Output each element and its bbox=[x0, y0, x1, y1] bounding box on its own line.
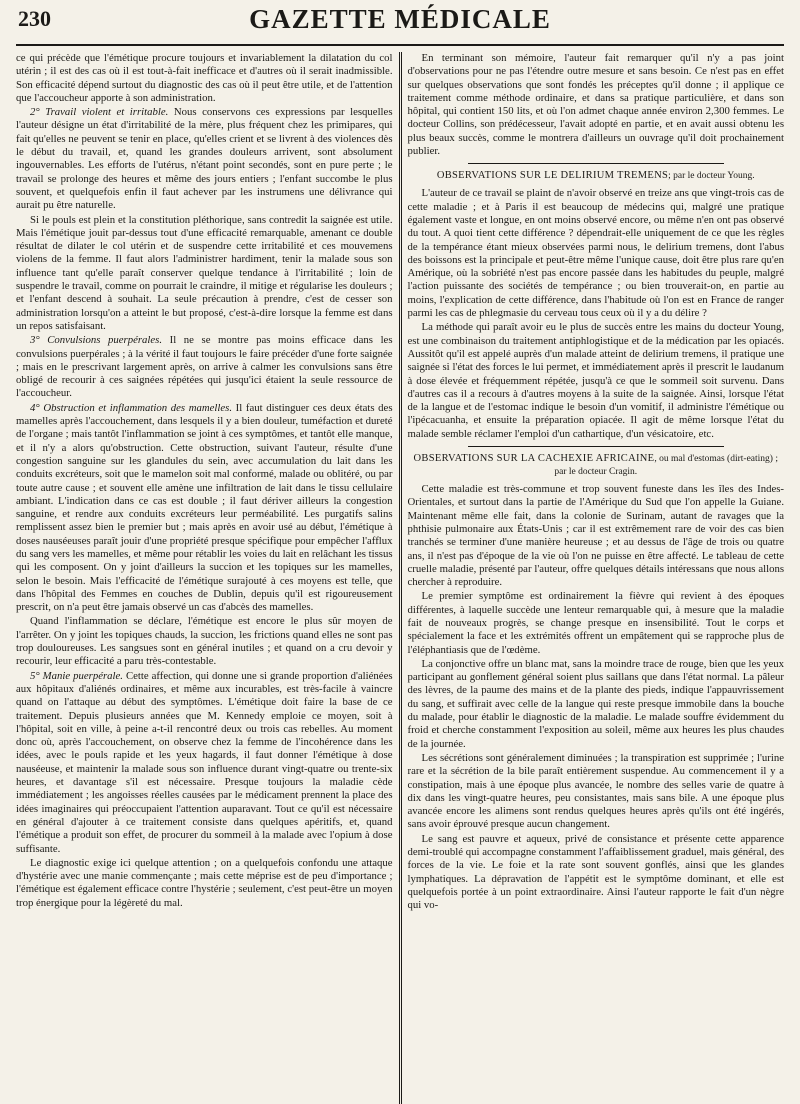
paragraph: Le diagnostic exige ici quelque attention ; on a quelquefois confondu une attaque d'hystérie avec une manie commençante ; mais cette méprise est de peu d'importance ; l'émétique est également efficace contre l'hystérie ; seulement, c'est peut-être un moyen trop énergique pour la légèreté du mal. bbox=[16, 856, 393, 909]
subheading: 2° Travail violent et irritable. bbox=[30, 106, 169, 119]
paragraph-text: Nous conservons ces expressions par lesquelles l'auteur désigne un état d'irritabilité de la mère, plus fréquent chez les primipares, qui fait qu'elles ne peuvent se tenir en place, qu'elles crient et se livrent à des violences dès le début du travail, et, quand les grandes douleurs arrivent, sont absolument ingouvernables. Les efforts de l'utérus, n'étant point secondés, sont en pure perte ; le travail se prolonge des heures et même des jours entiers ; l'enfant succombe le plus souvent, et quelquefois enfin il faut achever par les instrumens une délivrance qui aurait pu être naturelle. bbox=[16, 106, 393, 212]
paragraph: ce qui précède que l'émétique procure toujours et invariablement la dilatation du col utérin ; il est des cas où il est tout-à-fait inefficace et d'autres où il serait inadmissible. Son efficacité dépend surtout du diagnostic des cas où il peut être utile, et de l'attention que l'accoucheur apporte à son administration. bbox=[16, 52, 393, 104]
section-author: ; par le docteur Young. bbox=[668, 171, 755, 182]
subheading: 5° Manie puerpérale. bbox=[30, 669, 123, 682]
section-rule bbox=[468, 163, 725, 164]
paragraph bbox=[16, 670, 393, 856]
paragraph: La méthode qui paraît avoir eu le plus de succès entre les mains du docteur Young, est une combinaison du traitement antiphlogistique et de la médication par les opiacés. Aussitôt qu'il est appelé auprès d'un malade atteint de delirium tremens, il pratique une saignée si l'état des forces le lui permet, et immédiatement après il prescrit le laudanum à dose élevée et fréquemment répétée, jusqu'à ce que le sommeil soit survenu. Dans d'autres cas il a recours à d'autres moyens à la suite de la saignée. Ainsi, lorsque l'état de la langue et de l'estomac indique le besoin d'un vomitif, il administre l'émétique ou l'ipécacuanha, et ensuite la préparation opiacée. Il agit de même lorsque l'état du malade semble réclamer l'emploi d'un cathartique, d'un vésicatoire, etc. bbox=[407, 321, 785, 440]
paragraph: Cette maladie est très-commune et trop souvent funeste dans les îles des Indes-Orientales, et surtout dans la partie de l'Amérique du Sud que l'on appelle la Guiane. Maintenant même elle fait, dans la colonie de Surinam, autant de ravages que la phthisie pulmonaire aux États-Unis ; car il est extrêmement rare de voir des cas bien tranchés se terminer d'une manière heureuse ; et au dessus de l'âge de trois ou quatre ans, il n'est pas d'époque de la vie où l'on ne puisse en être affecté. Le tableau de cette cruelle maladie, présenté par l'auteur, offre quelques détails intéressans que nous allons chercher à reproduire. bbox=[407, 483, 785, 589]
paragraph: L'auteur de ce travail se plaint de n'avoir observé en treize ans que vingt-trois cas de cette maladie ; et à Paris il est beaucoup de médecins qui, malgré une pratique également vaste et longue, en ont moins observé encore, ou même n'en ont pas observé du tout. A quoi tient cette différence ? dépendrait-elle uniquement de ce que les règles de la tempérance étant mieux observées parmi nous, le delirium tremens, dont l'abus des boissons est la principale et peut-être même l'unique cause, doit être plus rare qu'en Amérique, où la sobriété n'est pas encore passée dans les habitudes du peuple, malgré l'action puissante des sociétés de tempérance ; ou bien trouverait-on, en partie au moins, l'explication de cette différence, dans l'habitude où l'on est en France de ranger parmi les cas de phlegmasie du cerveau tous ceux où il y a du délire ? bbox=[407, 187, 785, 320]
masthead bbox=[16, 0, 784, 46]
journal-title: GAZETTE MÉDICALE bbox=[249, 4, 551, 34]
subheading: 4° Obstruction et inflammation des mamelles. bbox=[30, 401, 233, 414]
page-number: 230 bbox=[18, 6, 51, 31]
section-title: OBSERVATIONS SUR LA CACHEXIE AFRICAINE bbox=[413, 453, 655, 465]
section-heading bbox=[408, 169, 785, 183]
paragraph-text: Cette affection, qui donne une si grande proportion d'aliénées aux hôpitaux d'aliénés ordinaires, et même aux incurables, est très-facile à vaincre quand on l'attaque au début des symptômes. L'émétique doit faire la base de ce traitement. Depuis plusieurs années que M. Kennedy emploie ce moyen, soit à l'hôpital, soit en ville, à peine a-t-il rencontré deux ou trois cas rebelles. Au moment donc où, après l'accouchement, on observe chez la femme de l'incohérence dans les idées, avec le pouls rapide et les yeux hagards, il faut donner l'émétique à dose nauséeuse, et maintenir la malade sous son influence durant vingt-quatre ou trente-six heures, et davantage s'il est nécessaire. Presque toujours la maladie cède immédiatement ; les angoisses réelles causées par le médicament prennent la place des idées imaginaires qui préoccupaient l'attention auparavant. Tout ce qu'il est nécessaire en général d'ajouter à ce traitement consiste dans quelques apéritifs, et, quand l'émétique a produit son effet, de procurer du sommeil à la malade avec l'opium à dose suffisante. bbox=[16, 669, 393, 855]
paragraph: Les sécrétions sont généralement diminuées ; la transpiration est supprimée ; l'urine rare et la sécrétion de la bile paraît entièrement suspendue. Au commencement il y a constipation, mais à une époque plus avancée, le nombre des selles varie de quatre à dix dans les vingt-quatre heures, peu consistantes, mais sans bile. A une époque plus avancée encore les alimens sont rendus quelques heures après qu'ils ont été ingérés, sans avoir éprouvé presque aucun changement. bbox=[407, 751, 785, 831]
paragraph-text: Il faut distinguer ces deux états des mamelles après l'accouchement, dans lesquels il y a bien douleur, tuméfaction et dureté de l'organe ; mais tantôt l'inflammation se joint à ces symptômes, et tantôt elle manque, et il n'y a alors qu'obstruction. Cette obstruction, suivant l'auteur, résulte d'une congestion sanguine sur les glandules du sein, avec accumulation du lait dans les conduits excréteurs, soit que le mamelon soit mal conformé, malade ou oblitéré, ou par toute autre cause ; et souvent elle amène une infiltration de lait dans le tissu cellulaire ambiant. L'indication dans ce cas est double ; il faut dériver ailleurs la congestion sanguine, et rendre aux conduits excréteurs leur perméabilité. Les purgatifs salins remplissent assez bien le premier but ; mais après en avoir usé au début, l'émétique à doses nauséeuses paraît jouir d'une propriété presque spécifique pour empêcher l'afflux du sang vers les mamelles, et même pour rétablir les voies du lait en relâchant les tissus qui les composent. On y joint d'ailleurs la succion et les topiques sur les mamelles, selon le besoin. Mais l'efficacité de l'émétique surajouté à ces moyens est telle, que dans l'hôpital des Femmes en couches de Dublin, depuis qu'il est rigoureusement prescrit, on n'a peut être jamais observé un cas d'abcès des mamelles. bbox=[16, 401, 393, 614]
left-column bbox=[16, 52, 399, 1104]
section-author: , ou mal d'estomas (dirt-eating) ; par le docteur Cragin. bbox=[554, 454, 778, 478]
paragraph: Si le pouls est plein et la constitution pléthorique, sans contredit la saignée est utile. Mais l'émétique jouit par-dessus tout d'une efficacité remarquable, amenant ce double résultat de dilater le col utérin et de suspendre cette irritabilité et ces mouvemens violens de la femme. Il faut alors l'administrer hardiment, tenir la malade sous son influence tant qu'elle paraît conserver quelque tendance à l'irritabilité ; loin de suspendre le travail, comme on pourrait le craindre, il mitige et régularise les douleurs ; et l'enfant descend à souhait. La seule précaution à prendre, c'est de cesser son administration lorsqu'on a atteint le but proposé, c'est-à-dire lorsque la femme est dans un repos satisfaisant. bbox=[16, 213, 393, 332]
paragraph bbox=[16, 402, 393, 615]
paragraph: Le sang est pauvre et aqueux, privé de consistance et présente cette apparence demi-troublé qui accompagne constamment l'affaiblissement graduel, mais général, des forces de la vie. Le foie et la rate sont souvent gonflés, ainsi que les glandes lymphatiques. La dépravation de l'appétit est le symptôme dominant, et elle est quelquefois portée à un point extraordinaire. Ainsi l'auteur rapporte le fait d'un nègre qui vo- bbox=[407, 832, 785, 912]
subheading: 3° Convulsions puerpérales. bbox=[30, 334, 163, 347]
paragraph: Quand l'inflammation se déclare, l'émétique est encore le plus sûr moyen de l'arrêter. On y joint les topiques chauds, la succion, les frictions quand elles ne sont pas trop douloureuses. Les sangsues sont en général inutiles ; et quand on a cru devoir y recourir, leur efficacité a paru très-contestable. bbox=[16, 615, 393, 668]
text-columns bbox=[16, 52, 784, 1104]
section-heading bbox=[408, 452, 785, 479]
right-column bbox=[402, 52, 785, 1104]
section-rule bbox=[468, 446, 725, 447]
paragraph-text: Il ne se montre pas moins efficace dans les convulsions puerpérales ; à la vérité il faut toujours le faire précéder d'une forte saignée ; mais en le prescrivant largement après, on arrive à calmer les convulsions sans être obligé de recourir à ces saignées répétées qui jusqu'ici étaient la seule ressource de l'accoucheur. bbox=[16, 334, 393, 400]
paragraph: Le premier symptôme est ordinairement la fièvre qui revient à des époques différentes, à laquelle succède une lenteur remarquable qui, à mesure que la maladie fait de nouveaux progrès, se change presque en insensibilité. Tout le corps et spécialement la face et les extrémités offrent un empâtement qui se rapproche plus de l'éléphantiasis que de l'œdème. bbox=[407, 590, 785, 656]
paragraph: La conjonctive offre un blanc mat, sans la moindre trace de rouge, bien que les yeux participant au gonflement général soient plus saillans que dans l'état normal. La pâleur des lèvres, de la paume des mains et de la plante des pieds, indique l'appauvrissement du sang, et suffirait avec celle de la langue qui reste presque immobile dans la bouche du malade, pour établir le diagnostic de la maladie. Le malade souffre évidemment du froid et cherche constamment l'exposition au soleil, même aux heures les plus chaudes de la journée. bbox=[407, 657, 785, 750]
paragraph bbox=[16, 106, 393, 212]
paragraph bbox=[16, 334, 393, 400]
paragraph: En terminant son mémoire, l'auteur fait remarquer qu'il n'y a pas joint d'observations pour ne pas l'étendre outre mesure et sans besoin. Ce n'est pas en effet sur quelques observations que sont fondés les préceptes qu'il donne ; il applique ce traitement comme méthode ordinaire, et dans sa pratique particulière, et dans son hôpital, qui contient 150 lits, et où l'on admet chaque année environ 2,300 femmes. Le docteur Collins, son prédécesseur, l'avait adopté en partie, et en avait aussi obtenu les plus beaux succès, comme le montrera d'ailleurs un ouvrage qu'il doit prochainement publier. bbox=[407, 52, 785, 158]
section-title: OBSERVATIONS SUR LE DELIRIUM TREMENS bbox=[436, 170, 669, 182]
